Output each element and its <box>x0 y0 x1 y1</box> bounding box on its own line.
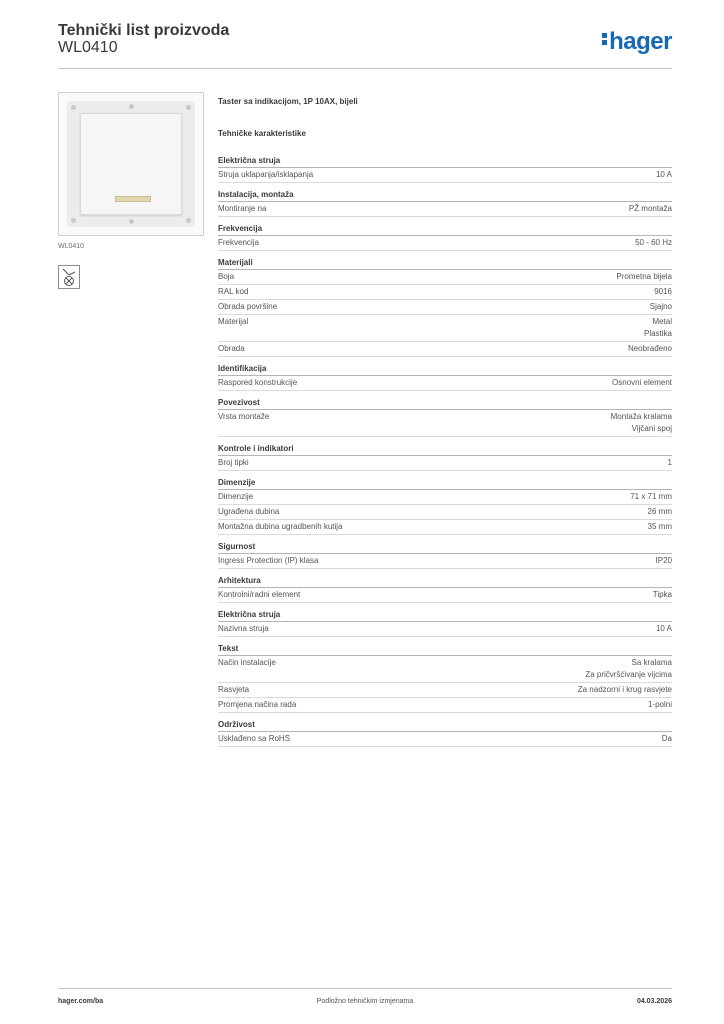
spec-label: Nazivna struja <box>218 624 269 633</box>
spec-row <box>218 622 672 637</box>
light-switch-product-icon <box>80 113 182 215</box>
spec-group-title: Povezivost <box>218 397 672 410</box>
spec-value-line: PŽ montaža <box>628 204 672 213</box>
spec-value <box>648 699 672 711</box>
spec-value <box>650 301 672 313</box>
spec-value <box>630 491 672 503</box>
section-title: Tehničke karakteristike <box>218 129 306 138</box>
footer-website: hager.com/ba <box>58 998 104 1005</box>
spec-value-line: Za pričvršćivanje vijcima <box>585 670 672 679</box>
spec-value-line: 9016 <box>654 287 672 296</box>
spec-label: Montiranje na <box>218 204 267 213</box>
spec-group <box>218 443 672 471</box>
spec-group <box>218 223 672 251</box>
spec-group <box>218 719 672 747</box>
spec-row <box>218 270 672 285</box>
spec-label: Ugrađena dubina <box>218 507 280 516</box>
spec-value-line: Plastika <box>643 329 672 338</box>
spec-row <box>218 285 672 300</box>
spec-group <box>218 643 672 713</box>
spec-group-title: Materijali <box>218 257 672 270</box>
spec-value <box>578 684 672 696</box>
spec-row <box>218 656 672 683</box>
spec-row <box>218 342 672 357</box>
logo-dots-icon <box>602 31 607 47</box>
spec-row <box>218 732 672 747</box>
spec-value <box>616 271 672 283</box>
spec-value-line: IP20 <box>655 556 672 565</box>
spec-group-title: Identifikacija <box>218 363 672 376</box>
spec-group-title: Električna struja <box>218 155 672 168</box>
spec-row <box>218 315 672 342</box>
spec-group <box>218 155 672 183</box>
spec-value-line: 26 mm <box>647 507 672 516</box>
product-description: Taster sa indikacijom, 1P 10AX, bijeli <box>218 97 358 106</box>
hager-logo <box>602 28 672 56</box>
spec-row <box>218 588 672 603</box>
spec-value-line: Prometna bijela <box>616 272 672 281</box>
spec-group <box>218 363 672 391</box>
image-caption: WL0410 <box>58 243 85 250</box>
spec-group <box>218 477 672 535</box>
spec-group <box>218 257 672 357</box>
spec-group <box>218 397 672 437</box>
logo-text: hager <box>609 28 672 55</box>
spec-label: Raspored konstrukcije <box>218 378 298 387</box>
spec-value <box>654 286 672 298</box>
spec-label: Promjena načina rada <box>218 700 297 709</box>
spec-label: Rasvjeta <box>218 685 250 694</box>
document-title: Tehnički list proizvoda <box>58 22 230 39</box>
spec-group-title: Održivost <box>218 719 672 732</box>
spec-groups <box>218 155 672 747</box>
spec-value-line: 10 A <box>655 170 672 179</box>
spec-value <box>656 555 672 567</box>
spec-label: Broj tipki <box>218 458 249 467</box>
spec-value <box>656 623 672 635</box>
spec-label: Boja <box>218 272 235 281</box>
spec-value-line: Montaža kralama <box>610 412 672 421</box>
spec-row <box>218 410 672 437</box>
spec-value-line: Tipka <box>652 590 672 599</box>
spec-value-line: Vijčani spoj <box>631 424 672 433</box>
footer-date: 04.03.2026 <box>636 998 672 1005</box>
spec-group-title: Arhitektura <box>218 575 672 588</box>
spec-group <box>218 575 672 603</box>
spec-label: Kontrolni/radni element <box>218 590 301 599</box>
spec-row <box>218 698 672 713</box>
spec-group <box>218 189 672 217</box>
spec-label: Ingress Protection (IP) klasa <box>218 556 319 565</box>
spec-row <box>218 490 672 505</box>
spec-value <box>656 169 672 181</box>
spec-value <box>668 457 672 469</box>
spec-value <box>628 343 672 355</box>
spec-label: Materijal <box>218 317 249 326</box>
page-footer <box>58 988 672 1009</box>
spec-label: Način instalacije <box>218 658 276 667</box>
spec-label: Struja uklapanja/isklapanja <box>218 170 314 179</box>
page-header <box>58 22 672 69</box>
spec-row <box>218 505 672 520</box>
spec-label: Obrada <box>218 344 245 353</box>
spec-group <box>218 541 672 569</box>
spec-row <box>218 202 672 217</box>
spec-row <box>218 520 672 535</box>
specification-content <box>218 97 672 753</box>
product-image <box>58 92 204 236</box>
spec-value <box>629 203 672 215</box>
spec-value <box>653 589 672 601</box>
spec-row <box>218 300 672 315</box>
spec-group-title: Frekvencija <box>218 223 672 236</box>
spec-value-line: 10 A <box>655 624 672 633</box>
spec-label: Montažna dubina ugradbenih kutija <box>218 522 343 531</box>
spec-value <box>612 377 672 389</box>
spec-value <box>644 316 672 340</box>
spec-group <box>218 609 672 637</box>
spec-row <box>218 168 672 183</box>
spec-value <box>662 733 672 745</box>
spec-value <box>648 521 672 533</box>
switch-frame <box>67 101 195 227</box>
spec-label: Obrada površine <box>218 302 278 311</box>
spec-value-line: Sa kralama <box>631 658 672 667</box>
spec-group-title: Tekst <box>218 643 672 656</box>
spec-row <box>218 683 672 698</box>
spec-row <box>218 236 672 251</box>
spec-group-title: Instalacija, montaža <box>218 189 672 202</box>
spec-label: Frekvencija <box>218 238 259 247</box>
spec-row <box>218 456 672 471</box>
spec-value-line: Da <box>661 734 672 743</box>
spec-value-line: 1 <box>667 458 672 467</box>
spec-group-title: Dimenzije <box>218 477 672 490</box>
spec-value <box>648 506 672 518</box>
product-code: WL0410 <box>58 39 118 56</box>
spec-value-line: 1-polni <box>647 700 672 709</box>
spec-value-line: 50 - 60 Hz <box>635 238 672 247</box>
spec-group-title: Električna struja <box>218 609 672 622</box>
footer-notice: Podložno tehničkim izmjenama <box>316 998 414 1005</box>
spec-label: Usklađeno sa RoHS <box>218 734 291 743</box>
spec-value-line: 35 mm <box>647 522 672 531</box>
spec-value <box>585 657 672 681</box>
spec-value <box>611 411 672 435</box>
spec-group-title: Sigurnost <box>218 541 672 554</box>
spec-value-line: Sjajno <box>649 302 672 311</box>
installation-symbol-icon <box>58 265 80 289</box>
spec-value-line: Neobrađeno <box>627 344 672 353</box>
spec-value-line: Osnovni element <box>611 378 672 387</box>
spec-value-line: 71 x 71 mm <box>630 492 672 501</box>
spec-value <box>635 237 672 249</box>
spec-value-line: Metal <box>652 317 672 326</box>
spec-value-line: Za nadzorni i krug rasvjete <box>577 685 672 694</box>
spec-row <box>218 376 672 391</box>
spec-label: Vrsta montaže <box>218 412 270 421</box>
spec-label: Dimenzije <box>218 492 254 501</box>
spec-row <box>218 554 672 569</box>
spec-label: RAL kod <box>218 287 249 296</box>
indicator-led <box>115 196 151 202</box>
spec-group-title: Kontrole i indikatori <box>218 443 672 456</box>
